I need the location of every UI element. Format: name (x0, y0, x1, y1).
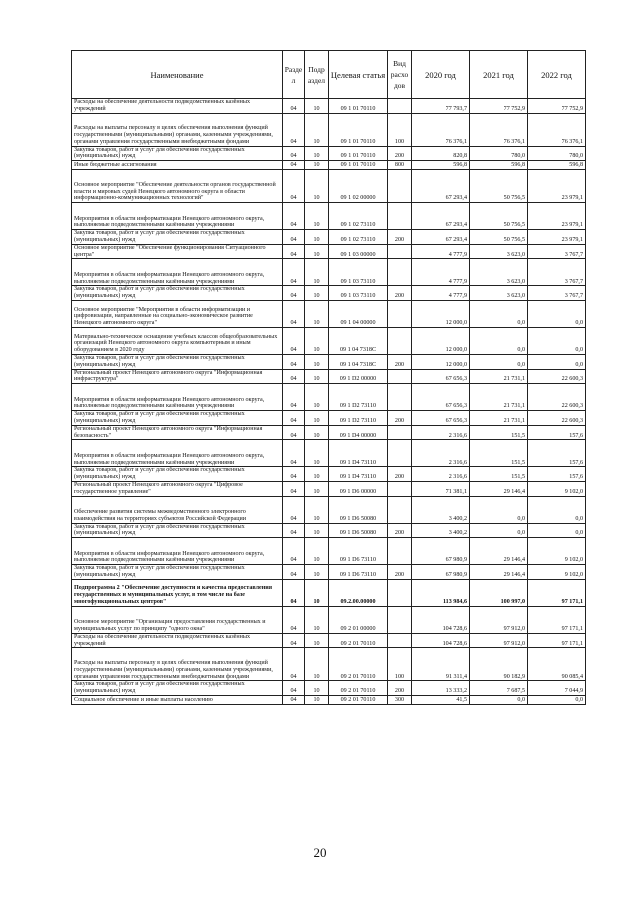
cell-expense-type: 200 (388, 354, 412, 369)
cell-year-2021: 90 182,9 (470, 648, 528, 681)
table-row (72, 230, 586, 245)
cell-name: Основное мероприятие "Организация предоставления государственных и муниципальных услуг по принципу "одного окна" (72, 606, 283, 633)
cell-year-2021: 97 912,0 (470, 633, 528, 648)
cell-expense-type: 200 (388, 146, 412, 161)
cell-podrazdel: 10 (305, 354, 329, 369)
table-row (72, 481, 586, 496)
table-row (72, 203, 586, 230)
cell-expense-type: 100 (388, 113, 412, 146)
cell-year-2020: 41,5 (412, 695, 470, 704)
cell-razdel: 04 (283, 203, 305, 230)
table-row (72, 300, 586, 327)
cell-target-article: 09 1 03 00000 (329, 244, 388, 259)
cell-target-article: 09 1 04 7318С (329, 327, 388, 354)
cell-podrazdel: 10 (305, 633, 329, 648)
cell-year-2021: 0,0 (470, 695, 528, 704)
cell-year-2022: 0,0 (528, 354, 586, 369)
cell-year-2022: 3 767,7 (528, 286, 586, 301)
cell-name: Закупка товаров, работ и услуг для обеспечения государственных (муниципальных) нужд (72, 411, 283, 426)
cell-year-2020: 76 376,1 (412, 113, 470, 146)
table-row (72, 99, 586, 114)
cell-target-article: 09 1 D6 73110 (329, 538, 388, 565)
cell-expense-type: 200 (388, 681, 412, 696)
table-row (72, 161, 586, 170)
cell-podrazdel: 10 (305, 170, 329, 203)
cell-name: Закупка товаров, работ и услуг для обеспечения государственных (муниципальных) нужд (72, 681, 283, 696)
cell-year-2020: 2 316,6 (412, 425, 470, 440)
cell-year-2022: 22 600,3 (528, 384, 586, 411)
cell-target-article: 09 1 03 73110 (329, 259, 388, 286)
cell-year-2022: 3 767,7 (528, 244, 586, 259)
cell-name: Закупка товаров, работ и услуг для обеспечения государственных (муниципальных) нужд (72, 565, 283, 580)
cell-target-article: 09 1 D2 73110 (329, 384, 388, 411)
cell-razdel: 04 (283, 467, 305, 482)
cell-name: Основное мероприятие "Обеспечение деятельности органов государственной власти и мировых судей Ненецкого автономного округа в области информационно-коммуникационных технологий" (72, 170, 283, 203)
cell-name: Социальное обеспечение и иные выплаты населению (72, 695, 283, 704)
cell-year-2022: 90 085,4 (528, 648, 586, 681)
cell-year-2021: 7 687,5 (470, 681, 528, 696)
cell-expense-type (388, 300, 412, 327)
cell-target-article: 09 1 D6 00000 (329, 481, 388, 496)
cell-podrazdel: 10 (305, 681, 329, 696)
cell-target-article: 09 2 01 70110 (329, 648, 388, 681)
cell-expense-type: 800 (388, 161, 412, 170)
cell-expense-type (388, 170, 412, 203)
cell-year-2021: 3 623,0 (470, 286, 528, 301)
cell-year-2022: 157,6 (528, 425, 586, 440)
table-row (72, 259, 586, 286)
cell-year-2022: 97 171,1 (528, 579, 586, 606)
header-year-2022: 2022 год (528, 51, 586, 99)
cell-expense-type: 200 (388, 411, 412, 426)
cell-year-2022: 0,0 (528, 496, 586, 523)
cell-expense-type (388, 369, 412, 384)
cell-target-article: 09 1 D4 73110 (329, 440, 388, 467)
cell-year-2021: 3 623,0 (470, 244, 528, 259)
cell-podrazdel: 10 (305, 648, 329, 681)
cell-year-2021: 21 731,1 (470, 369, 528, 384)
cell-name: Мероприятия в области информатизации Ненецкого автономного округа, выполняемые подведомственными казёнными учреждениями (72, 384, 283, 411)
cell-podrazdel: 10 (305, 440, 329, 467)
header-name: Наименование (72, 51, 283, 99)
cell-expense-type (388, 538, 412, 565)
cell-year-2020: 67 656,3 (412, 384, 470, 411)
cell-podrazdel: 10 (305, 579, 329, 606)
cell-expense-type (388, 633, 412, 648)
cell-year-2021: 50 756,5 (470, 230, 528, 245)
cell-year-2020: 77 793,7 (412, 99, 470, 114)
cell-year-2020: 3 400,2 (412, 496, 470, 523)
cell-target-article: 09.2.00.00000 (329, 579, 388, 606)
cell-razdel: 04 (283, 146, 305, 161)
cell-podrazdel: 10 (305, 259, 329, 286)
cell-razdel: 04 (283, 411, 305, 426)
cell-razdel: 04 (283, 695, 305, 704)
cell-target-article: 09 1 D2 00000 (329, 369, 388, 384)
cell-year-2022: 97 171,1 (528, 606, 586, 633)
table-row (72, 327, 586, 354)
cell-year-2020: 12 000,0 (412, 300, 470, 327)
cell-year-2022: 9 102,0 (528, 538, 586, 565)
cell-year-2020: 2 316,6 (412, 467, 470, 482)
cell-expense-type: 100 (388, 648, 412, 681)
table-row (72, 440, 586, 467)
cell-target-article: 09 1 03 73110 (329, 286, 388, 301)
table-row (72, 496, 586, 523)
cell-year-2022: 76 376,1 (528, 113, 586, 146)
cell-target-article: 09 1 D6 50080 (329, 523, 388, 538)
cell-razdel: 04 (283, 538, 305, 565)
cell-podrazdel: 10 (305, 286, 329, 301)
cell-razdel: 04 (283, 565, 305, 580)
cell-year-2020: 12 000,0 (412, 327, 470, 354)
table-row (72, 146, 586, 161)
cell-year-2021: 151,5 (470, 467, 528, 482)
cell-podrazdel: 10 (305, 606, 329, 633)
cell-expense-type: 300 (388, 695, 412, 704)
cell-name: Основное мероприятие "Обеспечение функционирования Ситуационного центра" (72, 244, 283, 259)
cell-podrazdel: 10 (305, 300, 329, 327)
cell-year-2020: 104 728,6 (412, 633, 470, 648)
table-row (72, 681, 586, 696)
table-row (72, 354, 586, 369)
cell-razdel: 04 (283, 481, 305, 496)
cell-year-2020: 91 311,4 (412, 648, 470, 681)
cell-razdel: 04 (283, 113, 305, 146)
cell-target-article: 09 1 02 73110 (329, 230, 388, 245)
cell-year-2022: 23 979,1 (528, 203, 586, 230)
cell-name: Мероприятия в области информатизации Ненецкого автономного округа, выполняемые подведомственными казёнными учреждениями (72, 203, 283, 230)
cell-name: Расходы на выплаты персоналу в целях обеспечения выполнения функций государственными (муниципальными) органами, казенными учреждениями, органами управления государственными внебюджетными фондами (72, 648, 283, 681)
table-row (72, 695, 586, 704)
cell-razdel: 04 (283, 648, 305, 681)
cell-name: Основное мероприятие "Мероприятия в области информатизации и цифровизации, направленные на социально-экономическое развитие Ненецкого автономного округа" (72, 300, 283, 327)
cell-year-2022: 97 171,1 (528, 633, 586, 648)
cell-year-2021: 151,5 (470, 425, 528, 440)
cell-podrazdel: 10 (305, 425, 329, 440)
table-row (72, 467, 586, 482)
cell-expense-type (388, 99, 412, 114)
cell-name: Иные бюджетные ассигнования (72, 161, 283, 170)
cell-expense-type: 200 (388, 467, 412, 482)
table-row (72, 648, 586, 681)
cell-year-2022: 9 102,0 (528, 565, 586, 580)
cell-year-2021: 3 623,0 (470, 259, 528, 286)
cell-target-article: 09 1 01 70110 (329, 146, 388, 161)
cell-podrazdel: 10 (305, 411, 329, 426)
cell-name: Закупка товаров, работ и услуг для обеспечения государственных (муниципальных) нужд (72, 523, 283, 538)
cell-podrazdel: 10 (305, 161, 329, 170)
cell-year-2021: 0,0 (470, 300, 528, 327)
cell-razdel: 04 (283, 354, 305, 369)
cell-year-2021: 0,0 (470, 523, 528, 538)
cell-year-2022: 157,6 (528, 467, 586, 482)
cell-name: Региональный проект Ненецкого автономного округа "Информационная инфраструктура" (72, 369, 283, 384)
table-body (72, 99, 586, 705)
cell-year-2022: 0,0 (528, 327, 586, 354)
cell-year-2022: 22 600,3 (528, 411, 586, 426)
cell-razdel: 04 (283, 244, 305, 259)
cell-year-2022: 9 102,0 (528, 481, 586, 496)
cell-year-2021: 77 752,9 (470, 99, 528, 114)
cell-year-2020: 104 728,6 (412, 606, 470, 633)
table-row (72, 170, 586, 203)
cell-year-2021: 76 376,1 (470, 113, 528, 146)
cell-year-2022: 0,0 (528, 300, 586, 327)
table-row (72, 369, 586, 384)
cell-razdel: 04 (283, 633, 305, 648)
cell-name: Расходы на обеспечение деятельности подведомственных казённых учреждений (72, 99, 283, 114)
cell-expense-type (388, 203, 412, 230)
cell-year-2021: 780,0 (470, 146, 528, 161)
cell-year-2021: 50 756,5 (470, 203, 528, 230)
cell-name: Материально-техническое оснащение учебных классов общеобразовательных организаций Ненецкого автономного округа компьютерным и иным оборудованием в 2020 году (72, 327, 283, 354)
budget-table (71, 50, 586, 705)
cell-podrazdel: 10 (305, 523, 329, 538)
cell-razdel: 04 (283, 606, 305, 633)
cell-razdel: 04 (283, 369, 305, 384)
cell-year-2021: 29 146,4 (470, 538, 528, 565)
cell-year-2022: 77 752,9 (528, 99, 586, 114)
cell-year-2022: 22 600,3 (528, 369, 586, 384)
cell-year-2020: 67 293,4 (412, 170, 470, 203)
cell-target-article: 09 1 D6 50080 (329, 496, 388, 523)
cell-razdel: 04 (283, 170, 305, 203)
cell-target-article: 09 1 D2 73110 (329, 411, 388, 426)
cell-name: Закупка товаров, работ и услуг для обеспечения государственных (муниципальных) нужд (72, 230, 283, 245)
cell-razdel: 04 (283, 259, 305, 286)
table-row (72, 244, 586, 259)
cell-podrazdel: 10 (305, 203, 329, 230)
table-row (72, 538, 586, 565)
table-row (72, 606, 586, 633)
cell-podrazdel: 10 (305, 481, 329, 496)
cell-year-2021: 151,5 (470, 440, 528, 467)
cell-target-article: 09 1 01 70110 (329, 161, 388, 170)
cell-target-article: 09 2 01 70110 (329, 695, 388, 704)
cell-year-2020: 67 293,4 (412, 230, 470, 245)
cell-year-2020: 67 656,3 (412, 369, 470, 384)
cell-name: Мероприятия в области информатизации Ненецкого автономного округа, выполняемые подведомственными казёнными учреждениями (72, 538, 283, 565)
cell-razdel: 04 (283, 579, 305, 606)
cell-year-2022: 23 979,1 (528, 170, 586, 203)
cell-year-2022: 3 767,7 (528, 259, 586, 286)
cell-expense-type (388, 327, 412, 354)
cell-target-article: 09 2 01 70110 (329, 633, 388, 648)
cell-year-2021: 0,0 (470, 496, 528, 523)
cell-year-2020: 4 777,9 (412, 286, 470, 301)
cell-year-2020: 71 381,1 (412, 481, 470, 496)
cell-expense-type (388, 481, 412, 496)
cell-expense-type (388, 425, 412, 440)
cell-podrazdel: 10 (305, 369, 329, 384)
cell-name: Региональный проект Ненецкого автономного округа "Информационная безопасность" (72, 425, 283, 440)
cell-podrazdel: 10 (305, 496, 329, 523)
table-header-row (72, 51, 586, 99)
cell-target-article: 09 1 01 70110 (329, 99, 388, 114)
cell-year-2020: 4 777,9 (412, 259, 470, 286)
cell-razdel: 04 (283, 384, 305, 411)
cell-expense-type (388, 440, 412, 467)
cell-podrazdel: 10 (305, 467, 329, 482)
cell-razdel: 04 (283, 300, 305, 327)
cell-podrazdel: 10 (305, 113, 329, 146)
cell-expense-type (388, 606, 412, 633)
header-year-2020: 2020 год (412, 51, 470, 99)
cell-year-2022: 0,0 (528, 523, 586, 538)
cell-year-2020: 67 980,9 (412, 565, 470, 580)
cell-year-2020: 113 984,6 (412, 579, 470, 606)
cell-razdel: 04 (283, 681, 305, 696)
cell-razdel: 04 (283, 327, 305, 354)
cell-podrazdel: 10 (305, 146, 329, 161)
cell-year-2022: 7 044,9 (528, 681, 586, 696)
cell-year-2022: 157,6 (528, 440, 586, 467)
cell-name: Мероприятия в области информатизации Ненецкого автономного округа, выполняемые подведомственными казёнными учреждениями (72, 259, 283, 286)
cell-expense-type (388, 579, 412, 606)
cell-year-2020: 67 293,4 (412, 203, 470, 230)
cell-year-2022: 780,0 (528, 146, 586, 161)
cell-podrazdel: 10 (305, 244, 329, 259)
header-podrazdel: Подр аздел (305, 51, 329, 99)
cell-podrazdel: 10 (305, 538, 329, 565)
cell-name: Мероприятия в области информатизации Ненецкого автономного округа, выполняемые подведомственными казёнными учреждениями (72, 440, 283, 467)
cell-podrazdel: 10 (305, 99, 329, 114)
cell-year-2021: 0,0 (470, 327, 528, 354)
cell-podrazdel: 10 (305, 695, 329, 704)
cell-expense-type: 200 (388, 565, 412, 580)
table-row (72, 579, 586, 606)
cell-year-2021: 29 146,4 (470, 565, 528, 580)
header-target-article: Целевая статья (329, 51, 388, 99)
cell-name: Подпрограмма 2 "Обеспечение доступности и качества предоставления государственных и муниципальных услуг, в том числе на базе многофункциональных центров" (72, 579, 283, 606)
cell-target-article: 09 1 04 00000 (329, 300, 388, 327)
table-row (72, 633, 586, 648)
cell-target-article: 09 1 D4 73110 (329, 467, 388, 482)
header-razdel: Разде л (283, 51, 305, 99)
table-row (72, 384, 586, 411)
cell-podrazdel: 10 (305, 565, 329, 580)
cell-year-2020: 3 400,2 (412, 523, 470, 538)
table-row (72, 113, 586, 146)
cell-expense-type (388, 259, 412, 286)
table-row (72, 565, 586, 580)
cell-expense-type: 200 (388, 230, 412, 245)
cell-year-2021: 596,8 (470, 161, 528, 170)
cell-name: Региональный проект Ненецкого автономного округа "Цифровое государственное управление" (72, 481, 283, 496)
cell-razdel: 04 (283, 286, 305, 301)
cell-razdel: 04 (283, 230, 305, 245)
cell-year-2022: 23 979,1 (528, 230, 586, 245)
cell-year-2020: 13 333,2 (412, 681, 470, 696)
cell-expense-type: 200 (388, 286, 412, 301)
cell-target-article: 09 1 01 70110 (329, 113, 388, 146)
cell-expense-type (388, 244, 412, 259)
cell-name: Закупка товаров, работ и услуг для обеспечения государственных (муниципальных) нужд (72, 286, 283, 301)
cell-year-2021: 21 731,1 (470, 411, 528, 426)
cell-year-2020: 820,8 (412, 146, 470, 161)
cell-target-article: 09 2 01 70110 (329, 681, 388, 696)
table-row (72, 411, 586, 426)
cell-name: Расходы на обеспечение деятельности подведомственных казённых учреждений (72, 633, 283, 648)
cell-name: Закупка товаров, работ и услуг для обеспечения государственных (муниципальных) нужд (72, 354, 283, 369)
cell-name: Расходы на выплаты персоналу в целях обеспечения выполнения функций государственными (муниципальными) органами, казенными учреждениями, органами управления государственными внебюджетными фондами (72, 113, 283, 146)
cell-expense-type (388, 384, 412, 411)
cell-year-2021: 97 912,0 (470, 606, 528, 633)
table-row (72, 425, 586, 440)
cell-year-2021: 29 146,4 (470, 481, 528, 496)
cell-year-2022: 0,0 (528, 695, 586, 704)
cell-year-2020: 596,8 (412, 161, 470, 170)
cell-razdel: 04 (283, 523, 305, 538)
cell-razdel: 04 (283, 99, 305, 114)
cell-podrazdel: 10 (305, 327, 329, 354)
cell-expense-type (388, 496, 412, 523)
cell-target-article: 09 1 04 7318С (329, 354, 388, 369)
cell-year-2021: 100 997,0 (470, 579, 528, 606)
header-year-2021: 2021 год (470, 51, 528, 99)
cell-year-2021: 0,0 (470, 354, 528, 369)
table-row (72, 286, 586, 301)
cell-target-article: 09 1 02 73110 (329, 203, 388, 230)
header-expense-type: Вид расхо дов (388, 51, 412, 99)
cell-year-2021: 21 731,1 (470, 384, 528, 411)
cell-year-2020: 67 980,9 (412, 538, 470, 565)
cell-target-article: 09 2 01 00000 (329, 606, 388, 633)
cell-expense-type: 200 (388, 523, 412, 538)
cell-year-2020: 2 316,6 (412, 440, 470, 467)
cell-year-2020: 12 000,0 (412, 354, 470, 369)
cell-podrazdel: 10 (305, 384, 329, 411)
table-row (72, 523, 586, 538)
cell-razdel: 04 (283, 440, 305, 467)
cell-razdel: 04 (283, 496, 305, 523)
cell-target-article: 09 1 D4 00000 (329, 425, 388, 440)
cell-name: Обеспечение развития системы межведомственного электронного взаимодействия на территориях субъектов Российской Федерации (72, 496, 283, 523)
cell-target-article: 09 1 D6 73110 (329, 565, 388, 580)
cell-podrazdel: 10 (305, 230, 329, 245)
cell-year-2022: 596,8 (528, 161, 586, 170)
page-number: 20 (313, 845, 327, 860)
cell-target-article: 09 1 02 00000 (329, 170, 388, 203)
cell-razdel: 04 (283, 425, 305, 440)
cell-year-2020: 4 777,9 (412, 244, 470, 259)
cell-year-2020: 67 656,3 (412, 411, 470, 426)
cell-name: Закупка товаров, работ и услуг для обеспечения государственных (муниципальных) нужд (72, 146, 283, 161)
cell-year-2021: 50 756,5 (470, 170, 528, 203)
cell-razdel: 04 (283, 161, 305, 170)
cell-name: Закупка товаров, работ и услуг для обеспечения государственных (муниципальных) нужд (72, 467, 283, 482)
